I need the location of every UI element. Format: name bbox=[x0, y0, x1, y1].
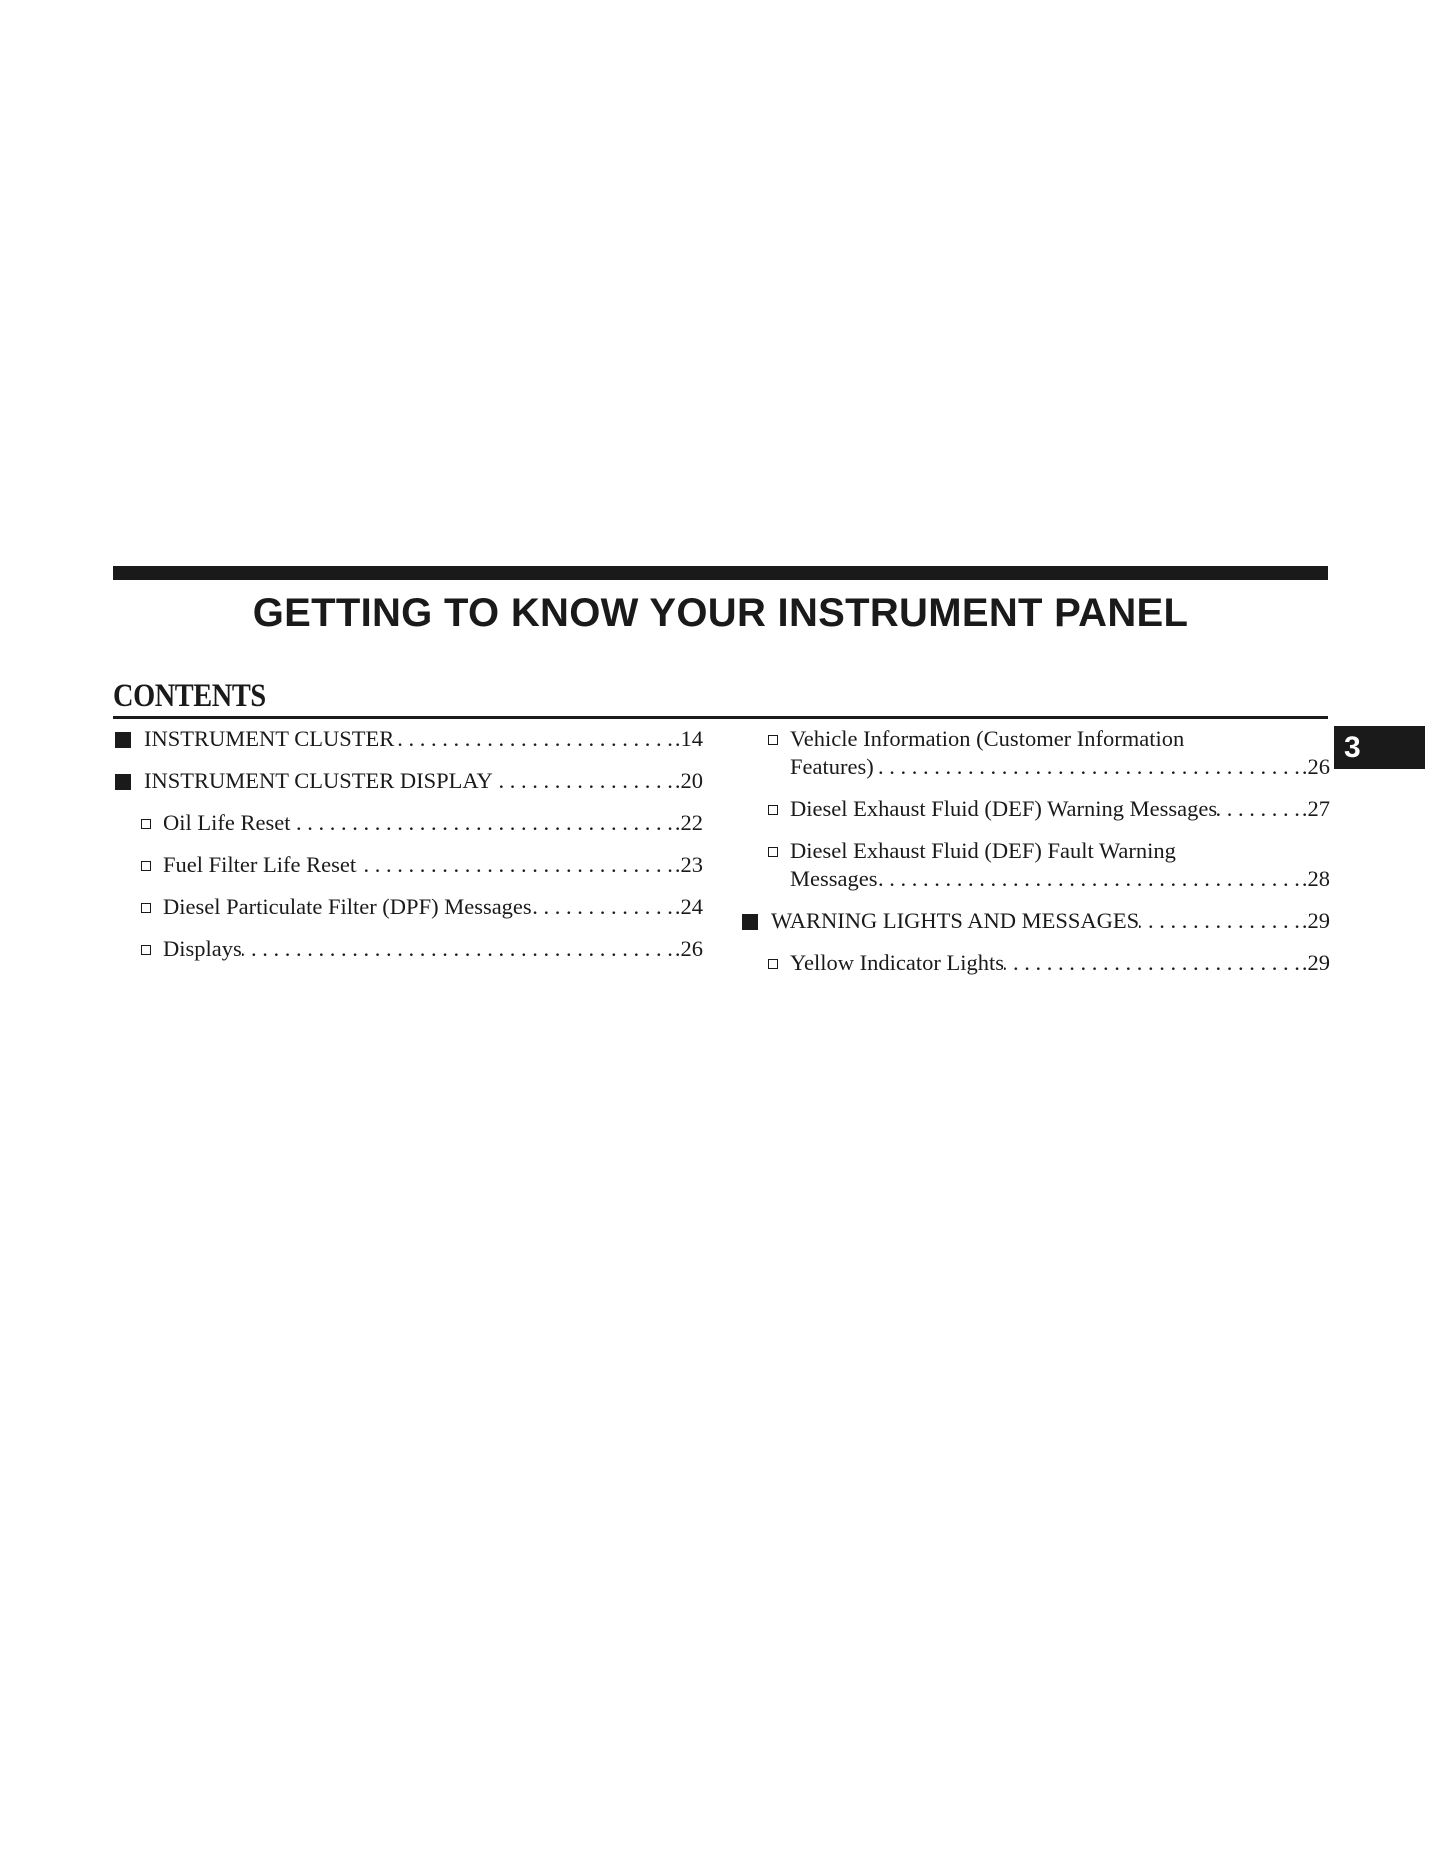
toc-entry-page: .22 bbox=[674, 810, 703, 835]
dot-leader bbox=[1217, 795, 1300, 823]
dot-leader bbox=[394, 725, 673, 753]
toc-entry-label: WARNING LIGHTS AND MESSAGES bbox=[771, 908, 1140, 933]
toc-entry-label-line1: Vehicle Information (Customer Information bbox=[790, 726, 1185, 751]
hollow-square-bullet-icon bbox=[141, 903, 151, 913]
toc-entry-dpf-messages[interactable] bbox=[113, 893, 703, 921]
toc-entry-def-fault-warning-messages[interactable] bbox=[740, 837, 1330, 893]
toc-entry-label: Features) bbox=[790, 754, 874, 779]
toc-entry-vehicle-information[interactable] bbox=[740, 725, 1330, 781]
toc-entry-instrument-cluster-display[interactable] bbox=[113, 767, 703, 795]
hollow-square-bullet-icon bbox=[768, 735, 778, 745]
toc-left-column bbox=[113, 725, 703, 977]
toc-entry-fuel-filter-life-reset[interactable] bbox=[113, 851, 703, 879]
toc-entry-oil-life-reset[interactable] bbox=[113, 809, 703, 837]
contents-heading: CONTENTS bbox=[113, 678, 266, 714]
dot-leader bbox=[1139, 907, 1300, 935]
toc-right-column bbox=[740, 725, 1330, 991]
toc-entry-label: Displays bbox=[163, 936, 242, 961]
toc-entry-page: .24 bbox=[674, 894, 703, 919]
toc-entry-page: .29 bbox=[1301, 908, 1330, 933]
toc-entry-page: .23 bbox=[674, 852, 703, 877]
hollow-square-bullet-icon bbox=[768, 847, 778, 857]
toc-entry-page: .20 bbox=[674, 768, 703, 793]
toc-entry-label-line1: Diesel Exhaust Fluid (DEF) Fault Warning bbox=[790, 838, 1176, 863]
dot-leader bbox=[356, 851, 673, 879]
toc-entry-page: .26 bbox=[1301, 754, 1330, 779]
toc-entry-def-warning-messages[interactable] bbox=[740, 795, 1330, 823]
dot-leader bbox=[877, 865, 1299, 893]
toc-entry-label: Yellow Indicator Lights bbox=[790, 950, 1004, 975]
toc-entry-label: Oil Life Reset bbox=[163, 810, 291, 835]
hollow-square-bullet-icon bbox=[768, 959, 778, 969]
filled-square-bullet-icon bbox=[742, 914, 758, 930]
toc-entry-label: Fuel Filter Life Reset bbox=[163, 852, 357, 877]
toc-entry-displays[interactable] bbox=[113, 935, 703, 963]
hollow-square-bullet-icon bbox=[768, 805, 778, 815]
toc-entry-label: Messages bbox=[790, 866, 878, 891]
toc-entry-page: .26 bbox=[674, 936, 703, 961]
dot-leader bbox=[532, 893, 673, 921]
dot-leader bbox=[1004, 949, 1300, 977]
toc-entry-label: INSTRUMENT CLUSTER DISPLAY bbox=[144, 768, 493, 793]
toc-entry-page: .28 bbox=[1301, 866, 1330, 891]
filled-square-bullet-icon bbox=[115, 774, 131, 790]
toc-entry-instrument-cluster[interactable] bbox=[113, 725, 703, 753]
hollow-square-bullet-icon bbox=[141, 945, 151, 955]
toc-entry-label: Diesel Exhaust Fluid (DEF) Warning Messages bbox=[790, 796, 1218, 821]
hollow-square-bullet-icon bbox=[141, 861, 151, 871]
contents-rule bbox=[113, 716, 1328, 719]
dot-leader bbox=[290, 809, 672, 837]
chapter-title: GETTING TO KNOW YOUR INSTRUMENT PANEL bbox=[252, 591, 1189, 635]
toc-entry-label: INSTRUMENT CLUSTER bbox=[144, 726, 395, 751]
toc-entry-label: Diesel Particulate Filter (DPF) Messages bbox=[163, 894, 532, 919]
chapter-top-rule bbox=[113, 566, 1328, 580]
dot-leader bbox=[874, 753, 1300, 781]
filled-square-bullet-icon bbox=[115, 732, 131, 748]
toc-entry-yellow-indicator-lights[interactable] bbox=[740, 949, 1330, 977]
toc-entry-warning-lights-and-messages[interactable] bbox=[740, 907, 1330, 935]
dot-leader bbox=[493, 767, 673, 795]
dot-leader bbox=[242, 935, 673, 963]
toc-entry-page: .29 bbox=[1301, 950, 1330, 975]
toc-entry-page: .14 bbox=[674, 726, 703, 751]
chapter-number-tab: 3 bbox=[1334, 726, 1425, 769]
hollow-square-bullet-icon bbox=[141, 819, 151, 829]
toc-entry-page: .27 bbox=[1301, 796, 1330, 821]
